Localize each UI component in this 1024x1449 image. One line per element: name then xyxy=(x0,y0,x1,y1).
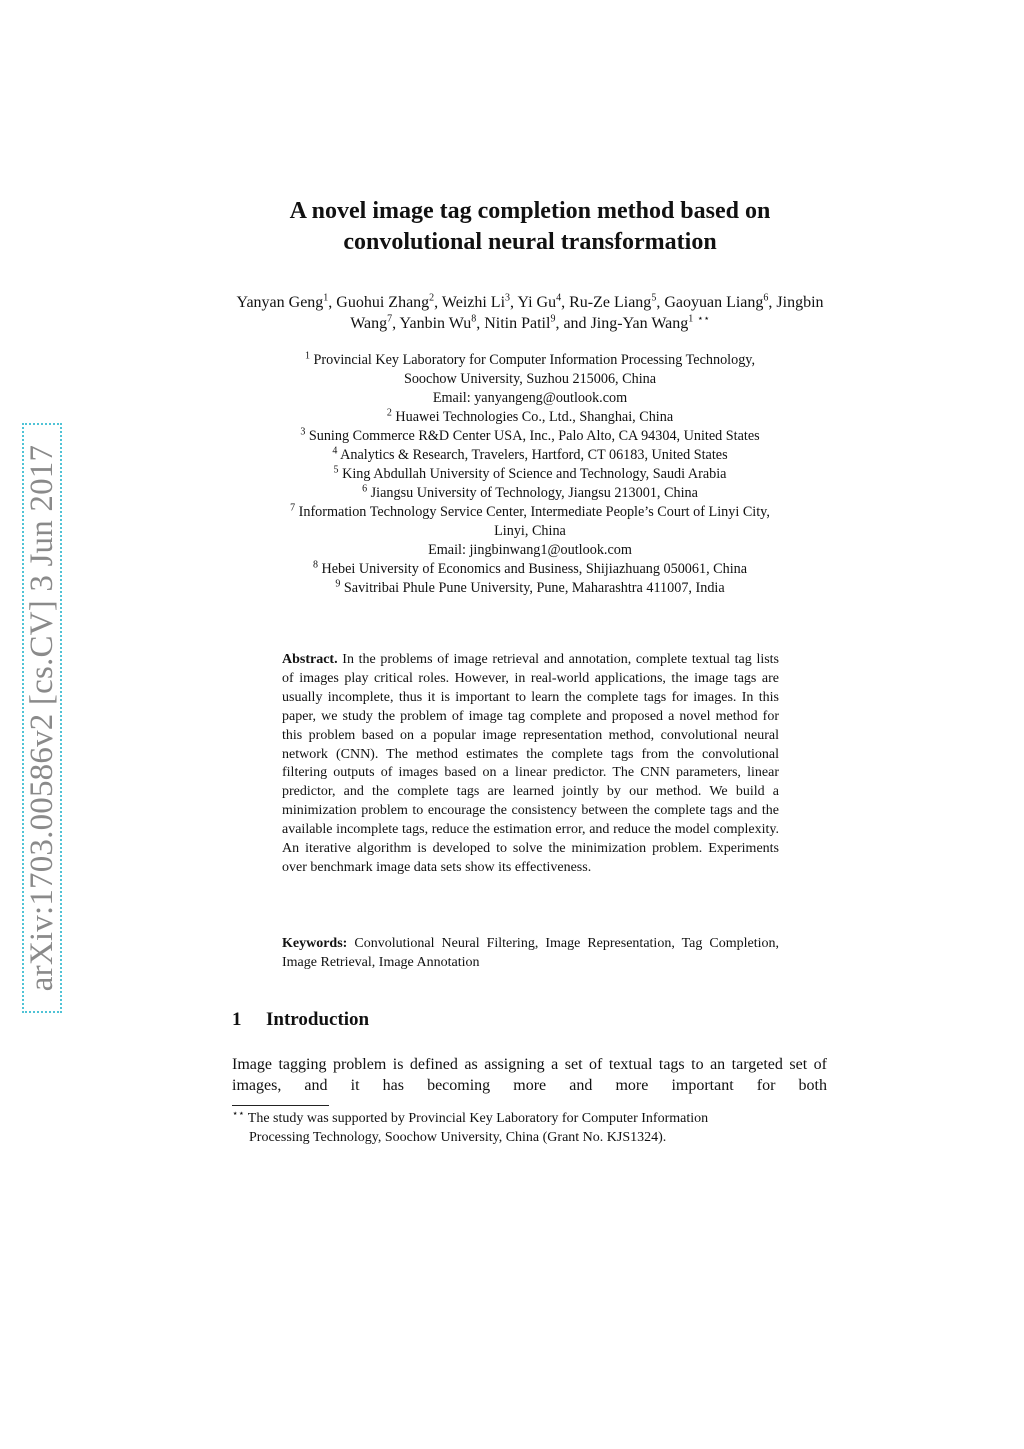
author-conjunction: and xyxy=(563,315,587,332)
author-name: Jingbin Wang xyxy=(350,294,824,332)
author-list: Yanyan Geng$^1$, Guohui Zhang$^2$, Weizhi Li$^3$, Yi Gu$^4$, Ru-Ze Liang$^5$, Gaoyuan Liang$^6$, Jingbin Wang$^7$, Yanbin Wu$^8$, Nitin Patil$^9$, and Jing-Yan Wang$^1$ ⋆⋆ xyxy=(236,292,824,332)
author-name: Guohui Zhang xyxy=(336,294,430,311)
author-affiliation-mark: 5 xyxy=(651,292,657,304)
author-name: Yi Gu xyxy=(517,294,557,311)
author-name: Yanyan Geng xyxy=(236,294,324,311)
author-name: Weizhi Li xyxy=(441,294,506,311)
footnote xyxy=(232,1109,832,1147)
author-name: Ru-Ze Liang xyxy=(569,294,652,311)
affiliation-line: $^1$ Provincial Key Laboratory for Computer Information Processing Technology, xyxy=(304,350,756,368)
keywords xyxy=(282,934,779,972)
abstract-text: In the problems of image retrieval and annotation, complete textual tag lists of images play critical roles. However, in real-world applications, the image tags are usually incomplete, thus it is important to learn the complete tags for images. In this paper, we study the problem of image tag complete and proposed a novel method for this problem based on a popular image representation method, convolutional neural network (CNN). The method estimates the complete tags from the convolutional filtering outputs of images based on a linear predictor. The CNN parameters, linear predictor, and the complete tags are learned jointly by our method. We build a minimization problem to encourage the consistency between the complete tags and the available incomplete tags, reduce the estimation error, and reduce the model complexity. An iterative algorithm is developed to solve the minimization problem. Experiments over benchmark image data sets show its effectiveness. xyxy=(282,652,780,875)
author-affiliation-mark: 9 xyxy=(550,313,556,325)
affiliation-line: $^4$ Analytics & Research, Travelers, Hartford, CT 06183, United States xyxy=(332,445,728,463)
affiliation-line: $^9$ Savitribai Phule Pune University, Pune, Maharashtra 411007, India xyxy=(335,578,725,596)
affiliation-line: Soochow University, Suzhou 215006, China xyxy=(403,371,657,387)
affiliation-list xyxy=(200,351,860,598)
author-affiliation-mark: 6 xyxy=(763,292,769,304)
abstract-label: Abstract. xyxy=(282,652,338,667)
author-affiliation-mark: 8 xyxy=(471,313,477,325)
author-affiliation-mark: 1 xyxy=(323,292,329,304)
title-line-2: convolutional neural transformation xyxy=(343,229,717,255)
affiliation-line: $^2$ Huawei Technologies Co., Ltd., Shanghai, China xyxy=(386,407,674,425)
affiliation-email: Email: yanyangeng@outlook.com xyxy=(432,390,628,406)
arxiv-stamp: arXiv:1703.00586v2 [cs.CV] 3 Jun 2017 xyxy=(22,423,62,1013)
abstract xyxy=(282,651,779,878)
author-affiliation-mark: 2 xyxy=(429,292,435,304)
paper-title xyxy=(160,196,900,258)
author-affiliation-mark: 4 xyxy=(556,292,562,304)
affiliation-line: $^5$ King Abdullah University of Science and Technology, Saudi Arabia xyxy=(333,464,727,482)
author-name: Nitin Patil xyxy=(484,315,551,332)
keywords-text: Convolutional Neural Filtering, Image Representation, Tag Completion, Image Retrieval, Image Annotation xyxy=(282,936,779,970)
affiliation-line: $^3$ Suning Commerce R&D Center USA, Inc., Palo Alto, CA 94304, United States xyxy=(300,426,760,444)
footnote-line-2: Processing Technology, Soochow University, China (Grant No. KJS1324). xyxy=(249,1130,667,1145)
section-title: Introduction xyxy=(266,1009,370,1030)
author-name: Jing-Yan Wang xyxy=(590,315,689,332)
section-heading xyxy=(232,1008,369,1032)
affiliation-line: $^7$ Information Technology Service Center, Intermediate People’s Court of Linyi City, xyxy=(290,502,770,520)
affiliation-email: Email: jingbinwang1@outlook.com xyxy=(428,542,632,558)
affiliation-line: Linyi, China xyxy=(494,523,566,539)
affiliation-line: $^8$ Hebei University of Economics and Business, Shijiazhuang 050061, China xyxy=(312,559,748,577)
footnote-line-1: The study was supported by Provincial Key Laboratory for Computer Information xyxy=(247,1111,709,1126)
section-number: 1 xyxy=(232,1009,242,1030)
author-affiliation-mark: 1 xyxy=(688,313,694,325)
author-affiliation-mark: 3 xyxy=(505,292,511,304)
title-line-1: A novel image tag completion method based on xyxy=(289,198,771,224)
author-name: Gaoyuan Liang xyxy=(664,294,764,311)
author-footnote-mark: ⋆⋆ xyxy=(697,313,710,325)
footnote-divider xyxy=(232,1105,329,1106)
intro-paragraph: Image tagging problem is defined as assigning a set of textual tags to an targeted set of images, and it has becoming more and more important for both xyxy=(232,1056,827,1094)
footnote-mark: ⋆⋆ xyxy=(232,1108,245,1120)
author-affiliation-mark: 7 xyxy=(387,313,393,325)
keywords-label: Keywords: xyxy=(282,936,348,951)
affiliation-line: $^6$ Jiangsu University of Technology, Jiangsu 213001, China xyxy=(362,483,698,501)
author-name: Yanbin Wu xyxy=(399,315,472,332)
